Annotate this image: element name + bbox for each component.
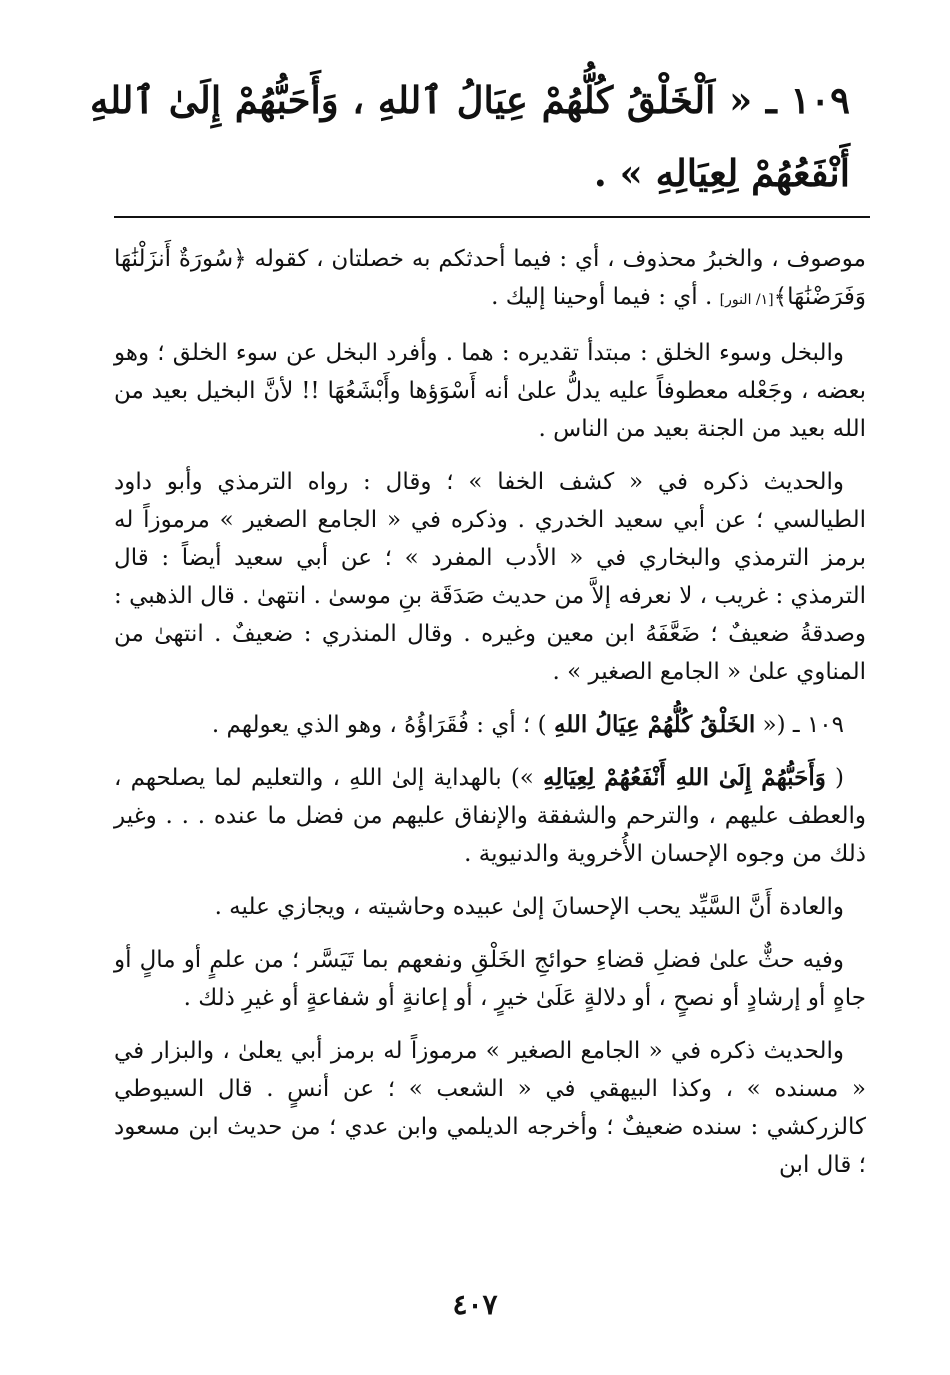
- commentary-paragraph-3: والحديث ذكره في « كشف الخفا » ؛ وقال : رواه الترمذي وأبو داود الطيالسي ؛ عن أبي سعيد الخدري . وذكره في « الجامع الصغير » مرموزاً له برمز الترمذي والبخاري في « الأدب المفرد » ؛ عن أبي سعيد أيضاً : قال الترمذي : غريب ، لا نعرفه إلاَّ من حديث صَدَقَة بنِ موسىٰ . انتهىٰ . قال الذهبي : وصدقةُ ضعيفٌ ؛ ضَعَّفَهُ ابن معين وغيره . وقال المنذري : ضعيفٌ . انتهىٰ من المناوي علىٰ « الجامع الصغير » .: [114, 469, 866, 685]
- commentary-paragraph-6: والعادة أَنَّ السَّيِّد يحب الإحسانَ إلىٰ عبيده وحاشيته ، ويجازي عليه .: [214, 894, 844, 920]
- commentary-paragraph-2: والبخل وسوء الخلق : مبتدأ تقديره : هما . وأفرد البخل عن سوء الخلق ؛ وهو بعضه ، وجَعْله معطوفاً عليه يدلُّ علىٰ أنه أَسْوَؤها وأَبْشَعُهَا !! لأنَّ البخيل بعيد من الله بعيد من الجنة بعيد من الناس .: [114, 340, 866, 442]
- paragraph-text-tail: ») بالهداية إلىٰ اللهِ ، والتعليم لما يصلحهم ، والعطف عليهم ، والترحم والشفقة والإنفاق عليهم من فضل ما عنده . . . وغير ذلك من وجوه الإحسان الأُخروية والدنيوية .: [114, 765, 866, 867]
- hadith-heading: ١٠٩ ـ « اَلْخَلْقُ كُلُّهُمْ عِيَالُ ٱللهِ ، وَأَحَبُّهُمْ إِلَىٰ ٱللهِ أَنْفَعُهُمْ لِعِيَالِهِ » .: [90, 78, 850, 195]
- commentary-paragraph-7: وفيه حثٌّ علىٰ فضلِ قضاءِ حوائجِ الخَلْقِ ونفعهم بما تَيَسَّر ؛ من علمٍ أو مالٍ أو جاهٍ أو إرشادٍ أو نصحٍ ، أو دلالةٍ عَلَىٰ خيرٍ ، أو إعانةٍ أو شفاعةٍ أو غيرِ ذلك .: [114, 947, 866, 1011]
- hadith-quote: الخَلْقُ كُلُّهُمْ عِيَالُ اللهِ: [553, 711, 756, 738]
- hadith-number-lead: ١٠٩ ـ («: [755, 712, 844, 738]
- paragraph-text-tail: ) ؛ أي : فُقَرَاؤُهُ ، وهو الذي يعولهم .: [211, 712, 554, 738]
- commentary-paragraph-5: [114, 759, 866, 873]
- paragraph-text: موصوف ، والخبرُ محذوف ، أي : فيما أحدثكم به خصلتان ، كقوله ﴿سُورَةٌ أَنزَلْنَٰهَا وَفَرَضْنَٰهَا﴾: [114, 246, 866, 310]
- hadith-quote: وَأَحَبُّهُمْ إِلَىٰ اللهِ أَنْفَعُهُمْ لِعِيَالِهِ: [543, 764, 826, 791]
- commentary-body: [114, 240, 866, 1199]
- quote-open: (: [825, 765, 844, 791]
- commentary-paragraph-8: والحديث ذكره في « الجامع الصغير » مرموزاً له برمز أبي يعلىٰ ، والبزار في « مسنده » ، وكذا البيهقي في « الشعب » ؛ عن أنسٍ . قال السيوطي كالزركشي : سنده ضعيفٌ ؛ وأخرجه الديلمي وابن عدي ؛ من حديث ابن مسعود ؛ قال ابن: [114, 1038, 866, 1178]
- paragraph-text-tail: . أي : فيما أوحينا إليك .: [491, 284, 720, 310]
- quran-reference: [١/ النور]: [719, 292, 774, 308]
- divider-rule: [114, 216, 870, 218]
- page-number: ٤٠٧: [452, 1288, 498, 1321]
- commentary-paragraph-4: [114, 706, 866, 744]
- commentary-paragraph-1: [114, 240, 866, 319]
